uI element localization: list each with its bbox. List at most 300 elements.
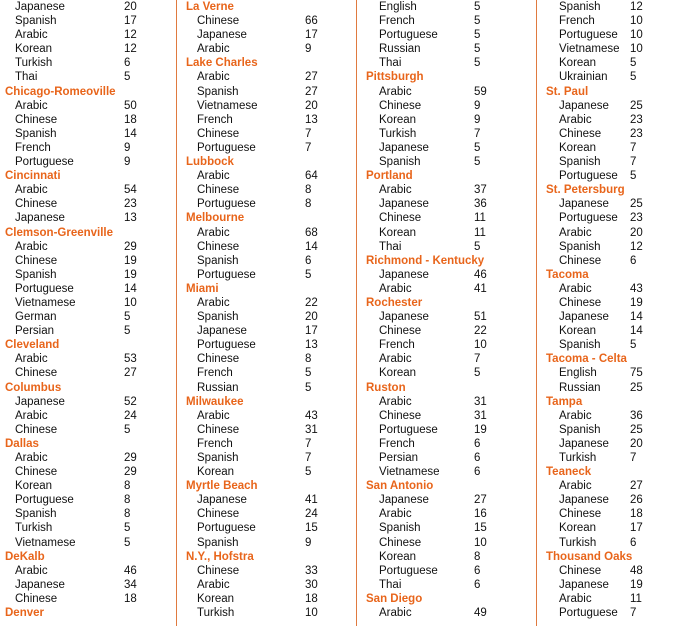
city-name: Melbourne [186,212,245,225]
student-count: 7 [630,156,637,169]
language-row [181,465,356,479]
student-count: 5 [124,311,131,324]
language-name: Chinese [197,508,240,521]
language-name: Portuguese [379,564,438,577]
student-count: 23 [630,113,643,126]
language-name: Persian [15,325,54,338]
language-name: Chinese [15,423,58,436]
student-count: 5 [474,240,481,253]
student-count: 14 [630,311,643,324]
city-header-row [541,550,677,564]
student-count: 66 [305,15,318,28]
city-name: Tacoma - Celta [546,353,627,366]
student-count: 5 [474,57,481,70]
language-name: Japanese [559,437,609,450]
student-count: 8 [305,353,312,366]
student-count: 12 [124,43,137,56]
student-count: 13 [305,339,318,352]
language-name: Korean [197,466,235,479]
student-count: 8 [124,480,131,493]
language-row [361,366,536,380]
language-name: Japanese [379,311,429,324]
language-name: Korean [15,43,53,56]
language-name: Turkish [379,127,417,140]
city-name: Thousand Oaks [546,550,633,563]
language-name: Spanish [559,156,601,169]
language-row [181,254,356,268]
language-row [541,507,677,521]
language-name: Korean [379,226,417,239]
language-row [361,352,536,366]
language-name: Arabic [197,43,230,56]
student-count: 5 [124,522,131,535]
language-name: Chinese [15,367,58,380]
language-name: Portuguese [197,522,256,535]
city-header-row [361,479,536,493]
language-name: Arabic [15,353,48,366]
city-header-row [0,169,176,183]
language-row [361,409,536,423]
city-header-row [181,155,356,169]
language-row [541,240,677,254]
language-name: Korean [559,141,597,154]
city-header-row [181,56,356,70]
language-row [181,183,356,197]
student-count: 18 [124,113,137,126]
student-count: 54 [124,184,137,197]
student-count: 27 [124,367,137,380]
student-count: 5 [124,536,131,549]
language-name: Vietnamese [15,536,76,549]
student-count: 24 [124,409,137,422]
language-name: Turkish [559,536,597,549]
city-header-row [541,268,677,282]
language-name: Arabic [379,184,412,197]
city-name: Denver [5,607,44,620]
language-name: Japanese [379,494,429,507]
student-count: 14 [305,240,318,253]
language-row [541,381,677,395]
language-name: Chinese [379,212,422,225]
language-row [181,226,356,240]
language-row [0,465,176,479]
student-count: 64 [305,170,318,183]
city-header-row [361,254,536,268]
city-name: St. Paul [546,85,589,98]
language-name: Chinese [379,536,422,549]
language-row [0,282,176,296]
language-name: Spanish [197,452,239,464]
language-name: Portuguese [379,29,438,42]
language-row [181,507,356,521]
student-count: 52 [124,395,137,408]
student-count: 12 [630,240,643,253]
language-row [361,423,536,437]
language-name: Spanish [197,254,239,267]
language-name: French [559,15,595,28]
student-count: 19 [474,423,487,436]
language-row [181,169,356,183]
student-count: 37 [474,184,487,197]
student-count: 20 [630,437,643,450]
language-row [181,409,356,423]
student-count: 27 [630,480,643,493]
language-row [181,99,356,113]
language-row [0,578,176,592]
language-name: Chinese [15,592,58,605]
city-header-row [0,226,176,240]
language-row [541,42,677,56]
student-count: 20 [305,99,318,112]
language-name: Spanish [15,268,57,281]
student-count: 5 [305,367,312,380]
language-row [0,197,176,211]
city-header-row [181,395,356,409]
city-name: Lake Charles [186,57,258,70]
language-name: Chinese [379,409,422,422]
language-name: English [559,367,597,380]
language-name: Thai [379,57,402,70]
student-count: 20 [305,311,318,324]
student-count: 8 [474,550,481,563]
student-count: 19 [630,578,643,591]
language-row [541,211,677,225]
student-count: 13 [124,212,137,225]
student-count: 19 [630,296,643,309]
language-row [0,155,176,169]
language-name: Arabic [559,592,592,605]
student-count: 51 [474,311,487,324]
language-row [0,113,176,127]
student-count: 17 [305,29,318,42]
city-name: Columbus [5,381,62,394]
city-name: Rochester [366,296,423,309]
language-row [541,451,677,465]
student-count: 8 [305,198,312,211]
city-name: Portland [366,170,413,183]
student-count: 31 [474,409,487,422]
language-name: Japanese [15,395,65,408]
language-row [361,0,536,14]
language-name: Korean [559,57,597,70]
student-count: 18 [630,508,643,521]
student-count: 25 [630,198,643,211]
student-count: 5 [474,141,481,154]
language-row [181,28,356,42]
language-name: Thai [379,240,402,253]
language-name: Portuguese [15,156,74,169]
city-header-row [0,338,176,352]
city-header-row [0,606,176,620]
city-name: N.Y., Hofstra [186,550,254,563]
language-row [181,352,356,366]
student-count: 20 [630,226,643,239]
language-name: Arabic [15,184,48,197]
language-row [541,282,677,296]
language-name: Japanese [197,29,247,42]
city-header-row [541,183,677,197]
language-row [0,564,176,578]
student-count: 27 [305,71,318,84]
language-row [0,56,176,70]
student-count: 7 [305,452,312,464]
language-row [541,479,677,493]
student-count: 9 [305,43,312,56]
language-name: Chinese [197,353,240,366]
city-header-row [541,352,677,366]
language-name: Spanish [197,85,239,98]
language-row [541,310,677,324]
student-count: 46 [124,564,137,577]
student-count: 10 [630,43,643,56]
language-name: Japanese [379,268,429,281]
language-name: Thai [15,71,38,84]
student-count: 25 [630,381,643,394]
student-count: 9 [305,536,312,549]
language-row [0,42,176,56]
language-name: Portuguese [197,141,256,154]
student-count: 24 [305,508,318,521]
language-row [541,113,677,127]
language-name: Vietnamese [559,43,620,56]
language-row [541,141,677,155]
city-header-row [181,0,356,14]
language-name: Chinese [197,127,240,140]
student-count: 29 [124,466,137,479]
language-name: Portuguese [559,170,618,183]
language-name: French [197,437,233,450]
language-row [181,296,356,310]
language-name: Chinese [15,254,58,267]
language-name: Arabic [15,29,48,42]
language-name: Arabic [559,226,592,239]
student-count: 25 [630,423,643,436]
language-row [361,113,536,127]
language-row [0,296,176,310]
language-name: Arabic [197,578,230,591]
student-count: 33 [305,564,318,577]
language-row [181,451,356,465]
language-row [0,141,176,155]
city-header-row [361,296,536,310]
student-count: 50 [124,99,137,112]
language-row [361,338,536,352]
language-name: Chinese [197,184,240,197]
column-divider [176,0,177,626]
language-name: Russian [379,43,421,56]
language-row [181,381,356,395]
language-name: Japanese [559,494,609,507]
language-name: Japanese [559,99,609,112]
language-name: Japanese [197,325,247,338]
city-header-row [361,70,536,84]
student-count: 5 [474,1,481,13]
language-name: Arabic [197,226,230,239]
student-count: 6 [630,254,637,267]
language-name: Arabic [379,85,412,98]
language-name: Arabic [15,452,48,464]
language-row [361,226,536,240]
student-count: 22 [474,325,487,338]
language-name: Korean [197,592,235,605]
student-count: 6 [305,254,312,267]
language-row [541,0,677,14]
language-name: Arabic [379,282,412,295]
language-row [0,14,176,28]
student-count: 25 [630,99,643,112]
language-name: Portuguese [15,282,74,295]
city-name: Tacoma [546,268,589,281]
language-name: Arabic [559,282,592,295]
language-name: French [379,15,415,28]
language-row [181,14,356,28]
language-name: Korean [379,550,417,563]
language-row [181,437,356,451]
language-row [181,268,356,282]
language-row [541,226,677,240]
language-row [0,479,176,493]
column-1 [0,0,176,626]
city-name: DeKalb [5,550,45,563]
city-name: San Diego [366,592,423,605]
language-row [541,14,677,28]
student-count: 5 [630,57,637,70]
student-count: 7 [630,607,637,620]
language-row [361,395,536,409]
language-row [0,240,176,254]
language-name: Korean [559,522,597,535]
language-row [181,141,356,155]
language-name: Chinese [197,423,240,436]
student-count: 14 [124,282,137,295]
language-name: Chinese [15,198,58,211]
language-name: Turkish [15,57,53,70]
language-row [181,42,356,56]
student-count: 11 [630,592,642,605]
language-row [181,324,356,338]
student-count: 10 [474,339,487,352]
language-row [0,493,176,507]
student-count: 18 [305,592,318,605]
city-header-row [361,169,536,183]
city-name: Dallas [5,437,39,450]
city-name: Teaneck [546,466,592,479]
language-row [541,197,677,211]
language-name: Japanese [559,198,609,211]
language-row [541,592,677,606]
language-row [541,99,677,113]
language-name: Portuguese [559,29,618,42]
city-name: Cincinnati [5,170,61,183]
language-name: Spanish [559,339,601,352]
student-count: 11 [474,212,486,225]
language-row [361,282,536,296]
language-name: Arabic [15,240,48,253]
language-name: Japanese [15,1,65,13]
language-row [181,366,356,380]
student-count: 19 [124,254,137,267]
language-row [361,14,536,28]
student-count: 5 [305,381,312,394]
student-count: 5 [474,367,481,380]
language-name: Japanese [15,578,65,591]
language-row [361,56,536,70]
student-count: 29 [124,452,137,464]
student-count: 13 [305,113,318,126]
language-name: Spanish [15,15,57,28]
language-row [361,42,536,56]
language-row [361,310,536,324]
language-row [0,310,176,324]
language-name: French [379,437,415,450]
column-divider [356,0,357,626]
student-count: 9 [474,99,481,112]
language-row [361,564,536,578]
language-row [0,211,176,225]
language-row [361,85,536,99]
student-count: 7 [630,141,637,154]
city-header-row [181,550,356,564]
city-header-row [541,85,677,99]
language-name: Arabic [379,395,412,408]
student-count: 8 [124,508,131,521]
language-name: Arabic [559,480,592,493]
language-name: Thai [379,578,402,591]
language-row [361,521,536,535]
city-name: Richmond - Kentucky [366,254,485,267]
student-count: 5 [474,29,481,42]
student-count: 9 [474,113,481,126]
language-row [0,0,176,14]
language-name: German [15,311,57,324]
city-header-row [181,211,356,225]
student-count: 12 [124,29,137,42]
city-name: Tampa [546,395,583,408]
language-name: Portuguese [559,212,618,225]
city-header-row [0,381,176,395]
student-count: 53 [124,353,137,366]
language-name: Arabic [559,409,592,422]
city-name: La Verne [186,1,234,13]
language-name: Persian [379,452,418,464]
language-row [0,521,176,535]
student-count: 31 [474,395,487,408]
student-count: 15 [305,522,318,535]
language-row [181,338,356,352]
language-name: Vietnamese [15,296,76,309]
language-name: Portuguese [197,268,256,281]
language-name: Ukrainian [559,71,608,84]
language-name: Chinese [15,466,58,479]
city-header-row [541,395,677,409]
city-header-row [181,282,356,296]
student-count: 23 [630,127,643,140]
language-row [0,507,176,521]
student-count: 30 [305,578,318,591]
student-count: 6 [474,452,481,464]
student-count: 8 [305,184,312,197]
student-count: 75 [630,367,643,380]
language-name: Korean [559,325,597,338]
language-name: Japanese [197,494,247,507]
language-row [541,28,677,42]
language-row [541,324,677,338]
student-count: 9 [124,141,131,154]
language-name: Arabic [15,564,48,577]
language-name: Spanish [197,311,239,324]
language-name: Arabic [197,170,230,183]
language-row [361,127,536,141]
